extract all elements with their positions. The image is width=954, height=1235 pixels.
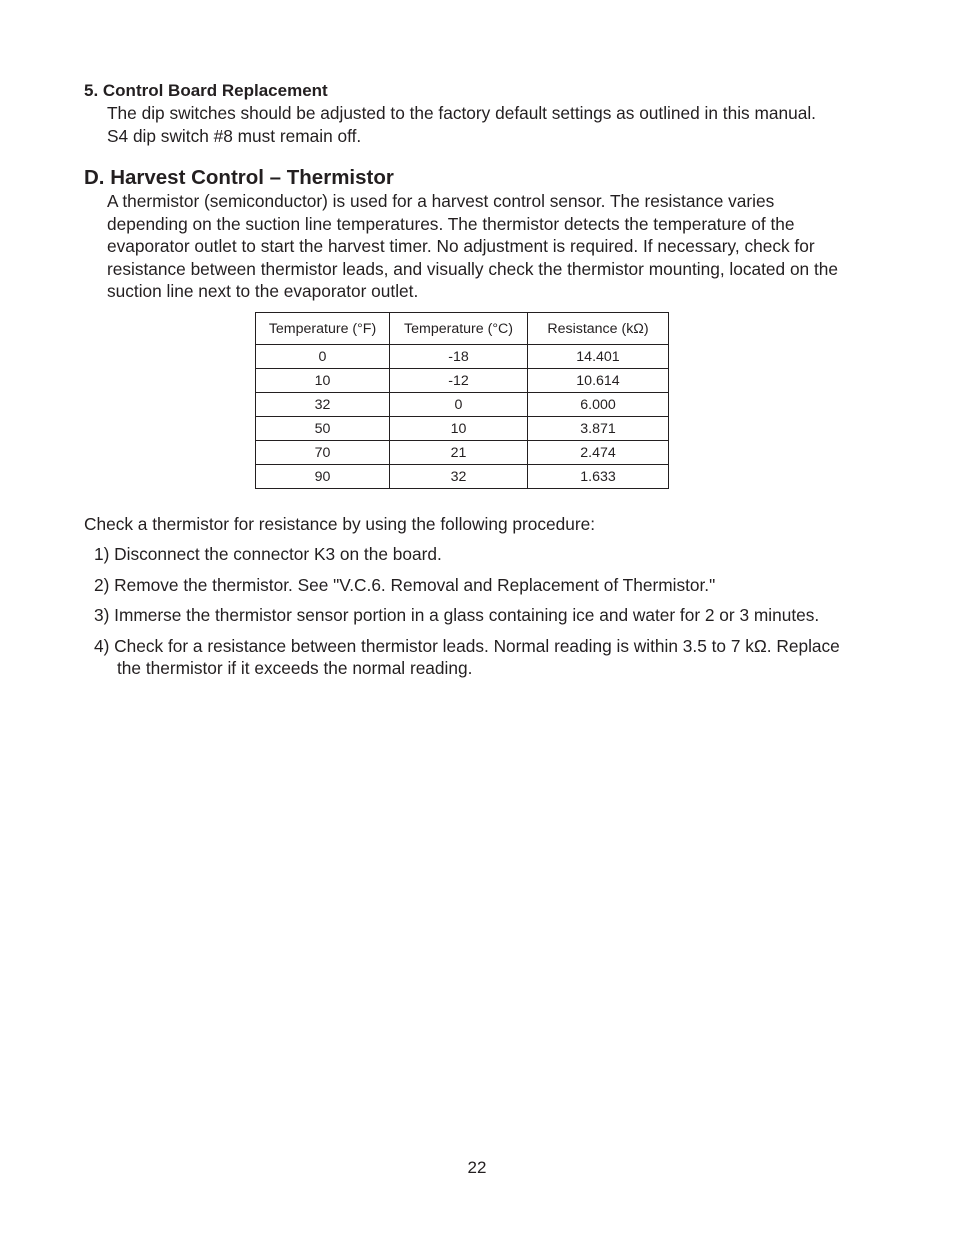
table-cell: 90: [256, 465, 390, 489]
procedure-step: 4) Check for a resistance between thermistor leads. Normal reading is within 3.5 to 7 kΩ. Replace the thermistor if it exceeds the normal reading.: [94, 635, 840, 678]
table-row: [256, 369, 669, 393]
procedure-intro: Check a thermistor for resistance by using the following procedure:: [84, 514, 596, 534]
table-cell: 50: [256, 417, 390, 441]
column-header-celsius: Temperature (°C): [390, 313, 528, 345]
table-header-row: [256, 313, 669, 345]
table-cell: 2.474: [528, 441, 669, 465]
table-row: [256, 393, 669, 417]
table-cell: -18: [390, 345, 528, 369]
table-cell: 21: [390, 441, 528, 465]
table-cell: 0: [256, 345, 390, 369]
procedure-step: 2) Remove the thermistor. See "V.C.6. Removal and Replacement of Thermistor.": [94, 574, 716, 595]
table-cell: 6.000: [528, 393, 669, 417]
table-cell: 14.401: [528, 345, 669, 369]
table-cell: 0: [390, 393, 528, 417]
procedure-step: 3) Immerse the thermistor sensor portion in a glass containing ice and water for 2 or 3 minutes.: [94, 605, 820, 625]
table-row: [256, 417, 669, 441]
table-cell: 70: [256, 441, 390, 465]
procedure-steps: [94, 543, 854, 688]
table-cell: 10.614: [528, 369, 669, 393]
column-header-fahrenheit: Temperature (°F): [256, 313, 390, 345]
table-cell: 10: [256, 369, 390, 393]
table-cell: 32: [256, 393, 390, 417]
table-cell: -12: [390, 369, 528, 393]
section-d-heading: D. Harvest Control – Thermistor: [84, 166, 394, 189]
table-cell: 3.871: [528, 417, 669, 441]
table-cell: 1.633: [528, 465, 669, 489]
column-header-resistance: Resistance (kΩ): [528, 313, 669, 345]
section-5-body: The dip switches should be adjusted to the factory default settings as outlined in this manual. S4 dip switch #8 must remain off.: [107, 103, 816, 146]
table-cell: 10: [390, 417, 528, 441]
page-number: 22: [467, 1158, 487, 1177]
table-cell: 32: [390, 465, 528, 489]
procedure-step: 1) Disconnect the connector K3 on the board.: [94, 544, 442, 564]
table-row: [256, 465, 669, 489]
table-row: [256, 345, 669, 369]
thermistor-resistance-table: [255, 312, 669, 489]
section-5-heading: 5. Control Board Replacement: [84, 81, 328, 100]
table-row: [256, 441, 669, 465]
section-d-body: A thermistor (semiconductor) is used for a harvest control sensor. The resistance varies depending on the suction line temperatures. The thermistor detects the temperature of the evaporator outlet to start the harvest timer. No adjustment is required. If necessary, check for resistance between thermistor leads, and visually check the thermistor mounting, located on the suction line next to the evaporator outlet.: [107, 191, 838, 301]
